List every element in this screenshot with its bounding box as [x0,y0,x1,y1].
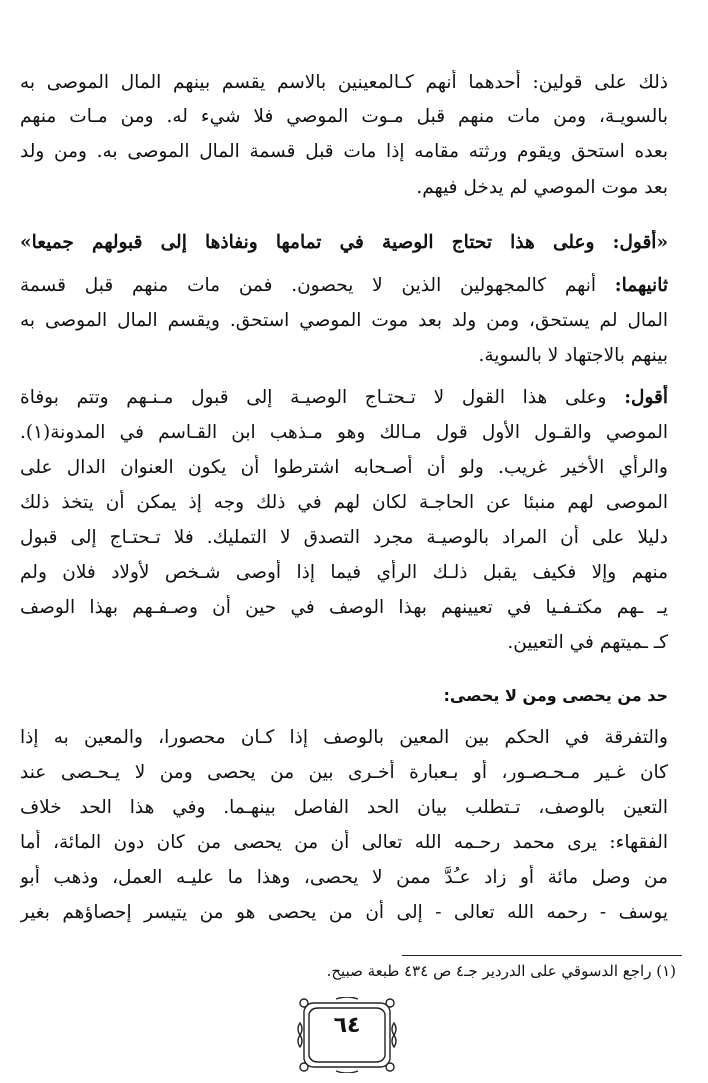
text-line: التعين بالوصف، تـتطلب بيان الحد الفاصل بينهـما. وفي هذا الحد خلاف [20,797,668,818]
text-line: كـ ـميتهم في التعيين. [507,632,668,653]
text-line: منهم وإلا فكيف يقبل ذلـك الرأي فيما إذا أوصى شـخص لأولاد فلان ولم [20,562,668,583]
footnote-separator [402,955,682,956]
footnote: (١) راجع الدسوقي على الدردير جـ٤ ص ٤٣٤ طبعة صبيح. [326,962,676,980]
text-line: كان غـير مـحـصـور، أو بـعبارة أخـرى بين من يحصى ومن لا يـحـصى عند [20,762,668,783]
quote-line: «أقول: وعلى هذا تحتاج الوصية في تمامها ونفاذها إلى قبولهم جميعا» [20,232,668,253]
text-line: والرأي الأخير غريب. ولو أن أصـحابه اشترطوا أن يكون العنوان الدال على [20,457,668,478]
text-line: والتفرقة في الحكم بين المعين بالوصف إذا كـان محصورا، والمعين به إذا [20,727,668,748]
text-line: يوسف - رحمه الله تعالى - إلى أن من يحصى هو من يتيسر إحصاؤهم بغير [20,902,668,923]
text-run: أنهم كالمجهولين الذين لا يحصون. فمن مات منهم قبل قسمة [20,275,615,296]
text-line: الموصى لهم منبئا عن الحاجـة لكان لهم في ذلك وجه إذ يمكن أن يتخذ ذلك [20,492,668,513]
text-line: بعده استحق ويقوم ورثته مقامه إذا مات قبل قسمة المال الموصى به. ومن ولد [20,141,668,162]
text-line: دليلا على أن المراد بالوصيـة مجرد التصدق لا التمليك. فلا تـحتـاج إلى قبول [20,527,668,548]
text-line: بينهم بالاجتهاد لا بالسوية. [478,345,668,366]
text-line: الموصي والقـول الأول قول مـالك وهو مـذهب ابن القـاسم في المدونة(١). [20,422,668,443]
paragraph-lead: ثانيهما: [614,275,668,296]
text-line: بالسويـة، ومن مات منهم قبل مـوت الموصي فلا شيء له. ومن مـات منهم [20,106,668,127]
section-heading: حد من يحصى ومن لا يحصى: [443,686,668,705]
text-line [20,273,668,301]
page-number: ٦٤ [333,1013,361,1038]
text-line: المال لم يستحق، ومن ولد بعد موت الموصي استحق. ويقسم المال الموصى به [20,310,668,331]
text-line: يـ ـهم مكتـفـيا في تعيينهم بهذا الوصف في حين أن وصـفـهم بهذا الوصف [20,597,668,618]
text-run: وعلى هذا القول لا تـحتـاج الوصيـة إلى قبول مـنـهم وتتم بوفاة [20,387,625,408]
text-line: الفقهاء: يرى محمد رحـمه الله تعالى أن من يحصى من كان دون المائة، أما [20,832,668,853]
text-line [20,385,668,413]
text-line: بعد موت الموصي لم يدخل فيهم. [416,177,668,198]
text-line: ذلك على قولين: أحدهما أنهم كـالمعينين بالاسم يقسم بينهم المال الموصى به [20,72,668,93]
paragraph-lead: أقول: [624,387,668,408]
text-line: من وصل مائة أو زاد عـُدَّ ممن لا يحصى، وهذا ما عليـه العمل، وذهب أبو [20,867,668,888]
